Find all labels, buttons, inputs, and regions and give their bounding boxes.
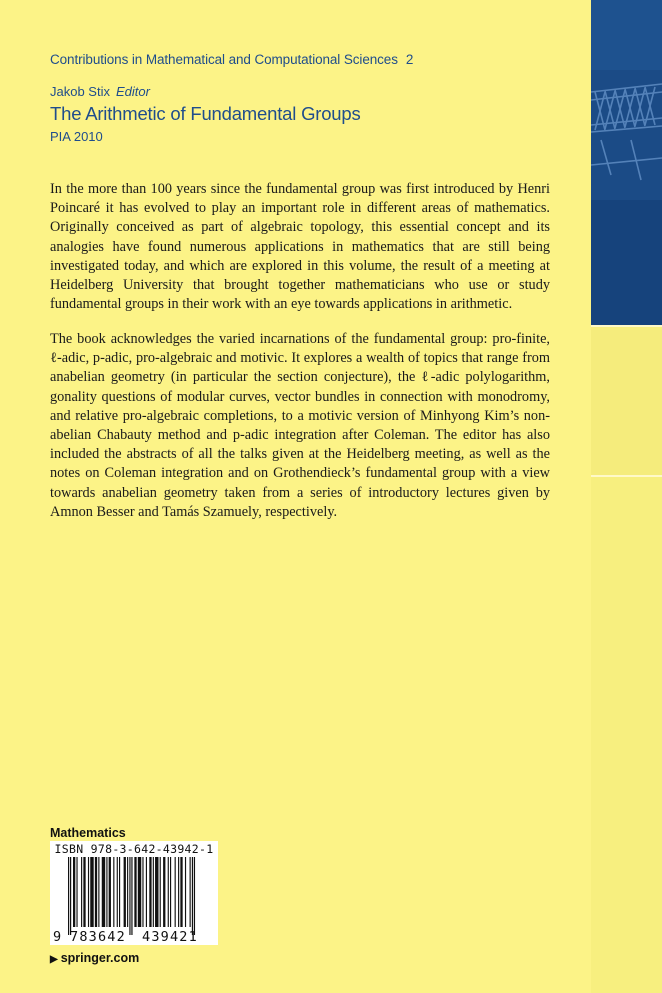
- book-subtitle: PIA 2010: [50, 129, 103, 144]
- series-name: Contributions in Mathematical and Computational Sciences: [50, 52, 398, 67]
- bridge-structure-image: [591, 0, 662, 325]
- book-title: The Arithmetic of Fundamental Groups: [50, 103, 361, 124]
- editor-line: [50, 84, 150, 99]
- barcode-digit-first: 9: [53, 929, 63, 945]
- subject-label: Mathematics: [50, 826, 126, 840]
- strip-middle-band: [591, 330, 662, 475]
- strip-divider: [591, 325, 662, 327]
- description-paragraph-1: In the more than 100 years since the fundamental group was first introduced by Henri Poincaré it has evolved to play an important role in different areas of mathematics. Originally conceived as part of algebraic topology, this essential concept and its analogies have found numerous applications in mathematics that are still being investigated today, and which are explored in this volume, the result of a meeting at Heidelberg University that brought together mathematicians who use or study fundamental groups in their work with an eye towards applications in arithmetic.: [50, 181, 550, 313]
- cover-photo-strip: [591, 0, 662, 325]
- website-link[interactable]: [50, 951, 139, 965]
- description-paragraph-2: The book acknowledges the varied incarnations of the fundamental group: pro-finite, ℓ-adic, p-adic, pro-algebraic and motivic. It explores a wealth of topics that range from anabelian geometry (in particular the section conjecture), the ℓ-adic polylogarithm, gonality questions of modular curves, vector bundles in connection with monodromy, and relative pro-algebraic completions, to a motivic version of Minhyong Kim’s non-abelian Chabauty method and p-adic integration after Coleman. The editor has also included the abstracts of all the talks given at the Heidelberg meeting, as well as the notes on Coleman integration and on Grothendieck’s fundamental group with a view towards anabelian geometry taken from a series of introductory lectures given by Amnon Besser and Tamás Szamuely, respectively.: [50, 331, 550, 520]
- website-text: springer.com: [60, 951, 140, 965]
- arrow-right-icon: ▶: [50, 954, 58, 965]
- isbn-barcode: [50, 841, 218, 945]
- series-volume: 2: [405, 52, 414, 67]
- editor-name: Jakob Stix: [50, 84, 110, 99]
- series-title: [50, 52, 413, 67]
- editor-role: Editor: [115, 84, 150, 99]
- barcode-digits-left: 783642: [70, 929, 126, 945]
- isbn-label: ISBN 978-3-642-43942-1: [54, 842, 214, 856]
- strip-divider: [591, 475, 662, 477]
- barcode-digits-right: 439421: [142, 929, 198, 945]
